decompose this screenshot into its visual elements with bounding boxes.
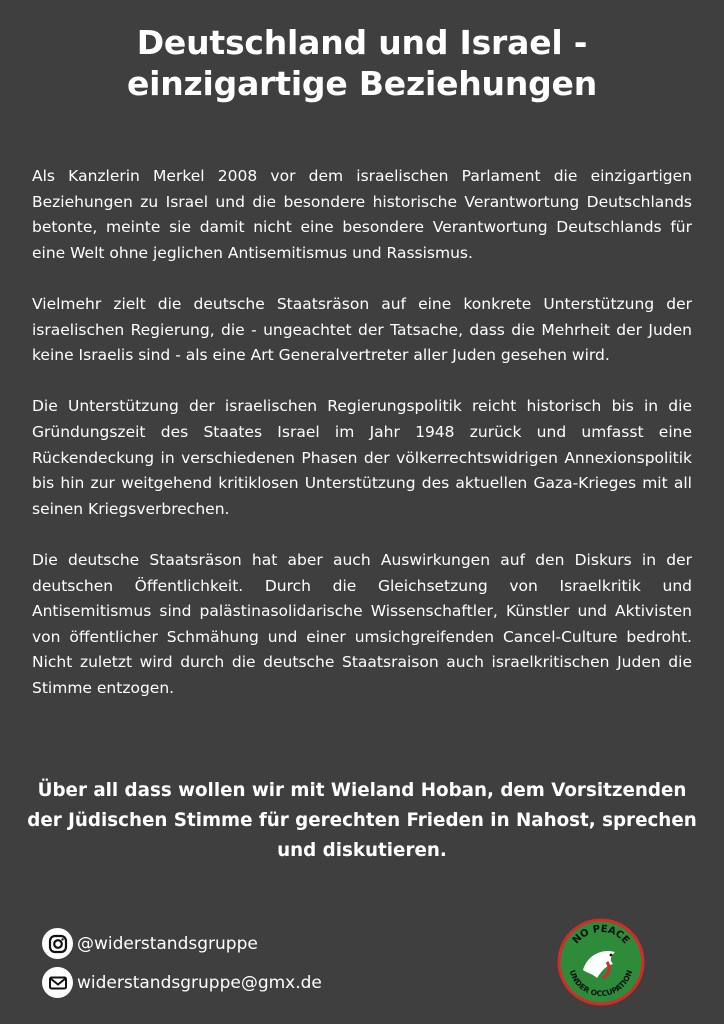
email-address[interactable]: widerstandsgruppe@gmx.de [77, 972, 322, 993]
paragraph-2: Vielmehr zielt die deutsche Staatsräson auf eine konkrete Unterstützung der israelischen Regierung, die - ungeachtet der Tatsache, dass die Mehrheit der Juden keine Israelis sind - als eine Art Generalvertreter aller Juden gesehen wird. [32, 294, 692, 365]
body-text [32, 164, 692, 727]
instagram-contact[interactable] [42, 928, 258, 959]
instagram-icon [42, 928, 73, 959]
logo-text-bottom: UNDER OCCUPATION [567, 968, 635, 999]
paragraph-1: Als Kanzlerin Merkel 2008 vor dem israelischen Parlament die einzigartigen Beziehungen zu Israel und die besondere historische Verantwortung Deutschlands betonte, meinte sie damit nicht eine besondere Verantwortung Deutschlands für eine Welt ohne jeglichen Antisemitismus und Rassismus. [32, 167, 692, 262]
title-line-1: Deutschland und Israel - [136, 23, 588, 62]
title-line-2: einzigartige Beziehungen [126, 64, 598, 103]
instagram-handle[interactable]: @widerstandsgruppe [77, 933, 258, 954]
logo-text-top: NO PEACE [570, 923, 632, 947]
envelope-icon [42, 967, 73, 998]
event-callout: Über all dass wollen wir mit Wieland Hoban, dem Vorsitzenden der Jüdischen Stimme für gerechten Frieden in Nahost, sprechen und diskutieren. [27, 780, 697, 861]
no-peace-under-occupation-logo [557, 918, 645, 1006]
email-contact[interactable] [42, 967, 322, 998]
page-title [20, 22, 704, 104]
paragraph-3: Die Unterstützung der israelischen Regierungspolitik reicht historisch bis in die Gründungszeit des Staates Israel im Jahr 1948 zurück und umfasst eine Rückendeckung in verschiedenen Phasen der völkerrechtswidrigen Annexionspolitik bis hin zur weitgehend kritiklosen Unterstützung des aktuellen Gaza-Krieges mit all seinen Kriegsverbrechen. [32, 397, 692, 518]
paragraph-4: Die deutsche Staatsräson hat aber auch Auswirkungen auf den Diskurs in der deutschen Öffentlichkeit. Durch die Gleichsetzung von Israelkritik und Antisemitismus sind palästinasolidarische Wissenschaftler, Künstler und Aktivisten von öffentlicher Schmähung und einer umsichgreifenden Cancel-Culture bedroht. Nicht zuletzt wird durch die deutsche Staatsraison auch israelkritischen Juden die Stimme entzogen. [32, 550, 692, 697]
